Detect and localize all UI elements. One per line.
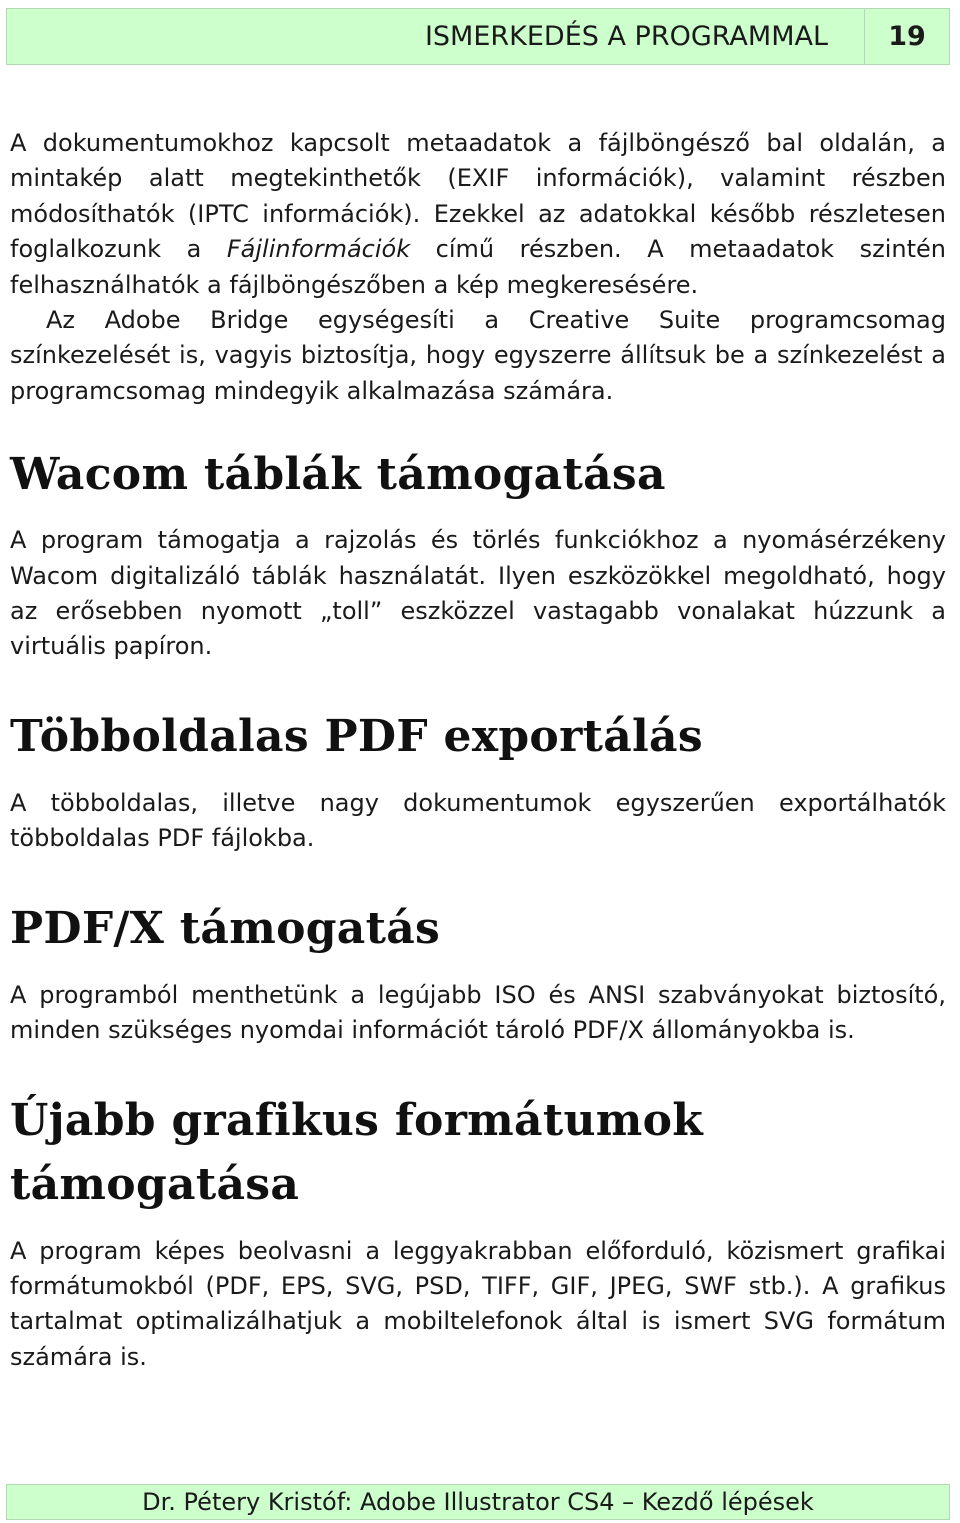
section-body-pdfx: A programból menthetünk a legújabb ISO és ANSI szabványokat biztosító, minden szükséges nyomdai információt tároló PDF/X állományokba is. xyxy=(10,980,946,1045)
section-heading-wacom: Wacom táblák támogatása xyxy=(10,449,666,501)
section-body-wacom: A program támogatja a rajzolás és törlés funkciókhoz a nyomásérzékeny Wacom digitalizáló táblák használatát. Ilyen eszközökkel megoldható, hogy az erősebben nyomott „toll” eszközzel vastagabb vonalakat húzzunk a virtuális papíron. xyxy=(10,526,946,661)
running-footer: Dr. Pétery Kristóf: Adobe Illustrator CS4 – Kezdő lépések xyxy=(6,1484,950,1520)
intro-text-start: A dokumentumokhoz kapcsolt metaadatok a fájlböngésző bal oldalán, a mintakép alatt megtekinthetők (EXIF információk), valamint részben módosíthatók (IPTC információk). Ezekkel az adatokkal később részletesen foglalkozunk a xyxy=(10,129,946,264)
section-body-graphic-formats: A program képes beolvasni a leggyakrabban előforduló, közismert grafikai formátumokból (PDF, EPS, SVG, PSD, TIFF, GIF, JPEG, SWF stb.). A grafikus tartalmat optimalizálhatjuk a mobiltelefonok által is ismert SVG formátum számára is. xyxy=(10,1236,946,1371)
section-heading-graphic-formats: Újabb grafikus formátumok támogatása xyxy=(10,1094,704,1210)
intro-paragraph-bridge: Az Adobe Bridge egységesíti a Creative Suite programcsomag színkezelését is, vagyis biztosítja, hogy egyszerre állítsuk be a színkezelést a programcsomag mindegyik alkalmazása számára. xyxy=(10,306,946,405)
section-heading-multipage-pdf: Többoldalas PDF exportálás xyxy=(10,710,703,762)
section-body-multipage-pdf: A többoldalas, illetve nagy dokumentumok egyszerűen exportálhatók többoldalas PDF fájlokba. xyxy=(10,788,946,853)
section-heading-pdfx: PDF/X támogatás xyxy=(10,902,441,954)
page-content xyxy=(10,126,946,1375)
intro-emphasis: Fájlinformációk xyxy=(226,235,411,264)
running-header xyxy=(6,8,950,65)
intro-paragraph-metadata xyxy=(10,126,946,303)
page-number: 19 xyxy=(888,21,926,52)
intro-text-end: című részben. A metaadatok szintén felhasználhatók a fájlböngészőben a kép megkeresésére. xyxy=(10,235,946,299)
chapter-title: ISMERKEDÉS A PROGRAMMAL xyxy=(424,21,828,52)
